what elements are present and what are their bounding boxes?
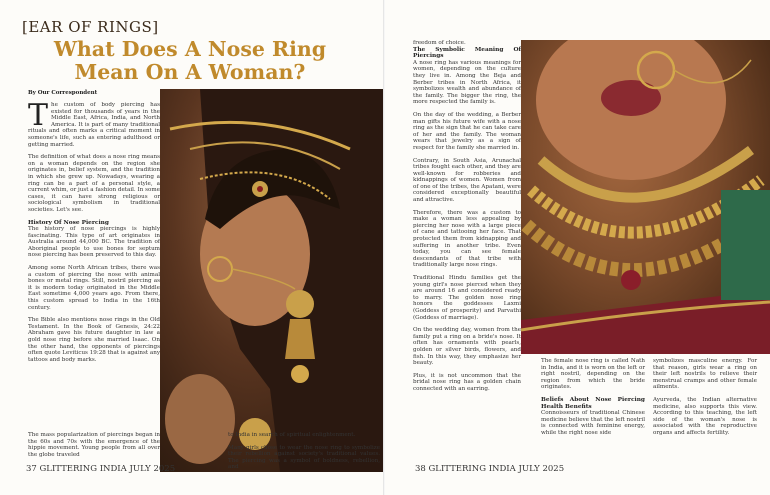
paragraph: Many girls chose to wear the nose ring to symbolize their rebellion against society's traditional values. The piercing was a symbol of boldness, rebellion, and (228, 444, 380, 471)
paragraph: Plus, it is not uncommon that the bridal nose ring has a golden chain connected with an earring. (413, 372, 521, 392)
right-column-3 (653, 358, 757, 443)
caption-column (228, 432, 380, 471)
bride-photo-profile (160, 89, 385, 472)
paragraph: The female nose ring is called Nath in India, and it is worn on the left or right nostril, depending on the region from which the bride originates. (541, 358, 645, 391)
bride-profile-illustration (160, 89, 385, 472)
right-column-1 (413, 40, 521, 399)
paragraph: On the day of the wedding, a Berber man gifts his future wife with a nose ring as the sign that he can take care of her and the family. The woman wears that jewelry as a sign of respect for the family she married in. (413, 111, 521, 151)
paragraph: A nose ring has various meanings for women, depending on the culture they live in. Among the Beja and Berber tribes in North Africa, it symbolizes wealth and abundance of the family. The bigger the ring, the more respected the family is. (413, 59, 521, 106)
byline: By Our Correspondent (28, 90, 98, 96)
right-column-2 (541, 358, 645, 443)
paragraph: Therefore, there was a custom to make a woman less appealing by piercing her nose with a large piece of cane and tattooing her face. That protected them from kidnapping and suffering in another tribe. Even today, you can see female descendants of that tribe with traditionally large nose rings. (413, 209, 521, 269)
paragraph: Connoisseurs of traditional Chinese medicine believe that the left nostril is connected with feminine energy, while the right nose side (541, 410, 645, 436)
paragraph: Traditional Hindu families get the young girl's nose pierced when they are around 16 and considered ready to marry. The golden nose ring honors the goddesses Laxmi (Goddess of prosperity) and Parvathi (Goddess of marriage). (413, 275, 521, 321)
bride-closeup-illustration (521, 40, 770, 354)
paragraph: Contrary, in South Asia, Arunachal tribes fought each other, and they are well-known for robberies and kidnappings of women. Women from of one of the tribes, the Apatani, were considered exceptionally beautiful and attractive. (413, 157, 521, 204)
symbolic-heading: The Symbolic Meaning Of Piercings (413, 46, 521, 60)
article-title: What Does A Nose Ring Mean On A Woman? (53, 37, 327, 84)
history-heading: History Of Nose Piercing (28, 219, 109, 226)
paragraph: Ayurveda, the Indian alternative medicine, also supports this view. According to this teaching, the left side of the woman's nose is associated with the reproductive organs and affects fertility. (653, 396, 757, 436)
paragraph: The definition of what does a nose ring means on a woman depends on the region she originates in, belief system, and the tradition in which she grew up. Nowadays, wearing a ring can be a part of a personal style, a current whim, or just a fashion detail. In some cases, it can have strong religious or sociological symbolism in traditional societies. Let's see. (28, 154, 160, 213)
paragraph: The Bible also mentions nose rings in the Old Testament. In the Book of Genesis, 24:22 Abraham gave his future daughter in law a gold nose ring before she married Isaac. On the other hand, the opponents of piercings often quote Leviticus 19:28 that is against any tattoos and body marks. (28, 317, 160, 363)
left-column (28, 98, 160, 369)
paragraph: freedom of choice. (413, 40, 466, 46)
paragraph: to India in search of spiritual enlightenment. (228, 432, 356, 438)
intro-paragraph: The custom of body piercing has existed for thousands of years in the Middle East, Africa, India, and North America. It is part of many traditional rituals and often marks a critical moment in someone's life, such as entering adulthood or getting married. (28, 98, 160, 148)
paragraph: symbolizes masculine energy. For that reason, girls wear a ring on their left nostrils to relieve their menstrual cramps and other female ailments. (653, 358, 757, 391)
bottom-paragraph: The mass popularization of piercings began in the 60s and 70s with the emergence of the hippie movement. Young people from all over the globe traveled (28, 432, 160, 458)
right-page (385, 0, 770, 495)
paragraph: Among some North African tribes, there was a custom of piercing the nose with animal bones or metal rings. Still, nostril piercing as it is modern today originated in the Middle East sometime 4,000 years ago. From there, this custom spread to India in the 16th century. (28, 265, 160, 311)
benefits-heading: Beliefs About Nose Piercing Health Benefits (541, 396, 645, 410)
bride-photo-closeup (521, 40, 770, 354)
page-folio: 38 GLITTERING INDIA JULY 2025 (415, 464, 565, 474)
section-tag: [EAR OF RINGS] (22, 18, 159, 36)
paragraph: The history of nose piercings is highly fascinating. This type of art originates in Australia around 44,000 BC. The tradition of Aboriginal people to use bones for septum nose piercing has been preserved to this day. (28, 226, 160, 259)
paragraph: On the wedding day, women from the family put a ring on a bride's nose. It often has ornaments with pearls, golden or silver birds, flowers, and fish. In this way, they emphasize her beauty. (413, 327, 521, 367)
dropcap: T (28, 98, 49, 133)
page-folio: 37 GLITTERING INDIA JULY 2025 (26, 464, 176, 474)
